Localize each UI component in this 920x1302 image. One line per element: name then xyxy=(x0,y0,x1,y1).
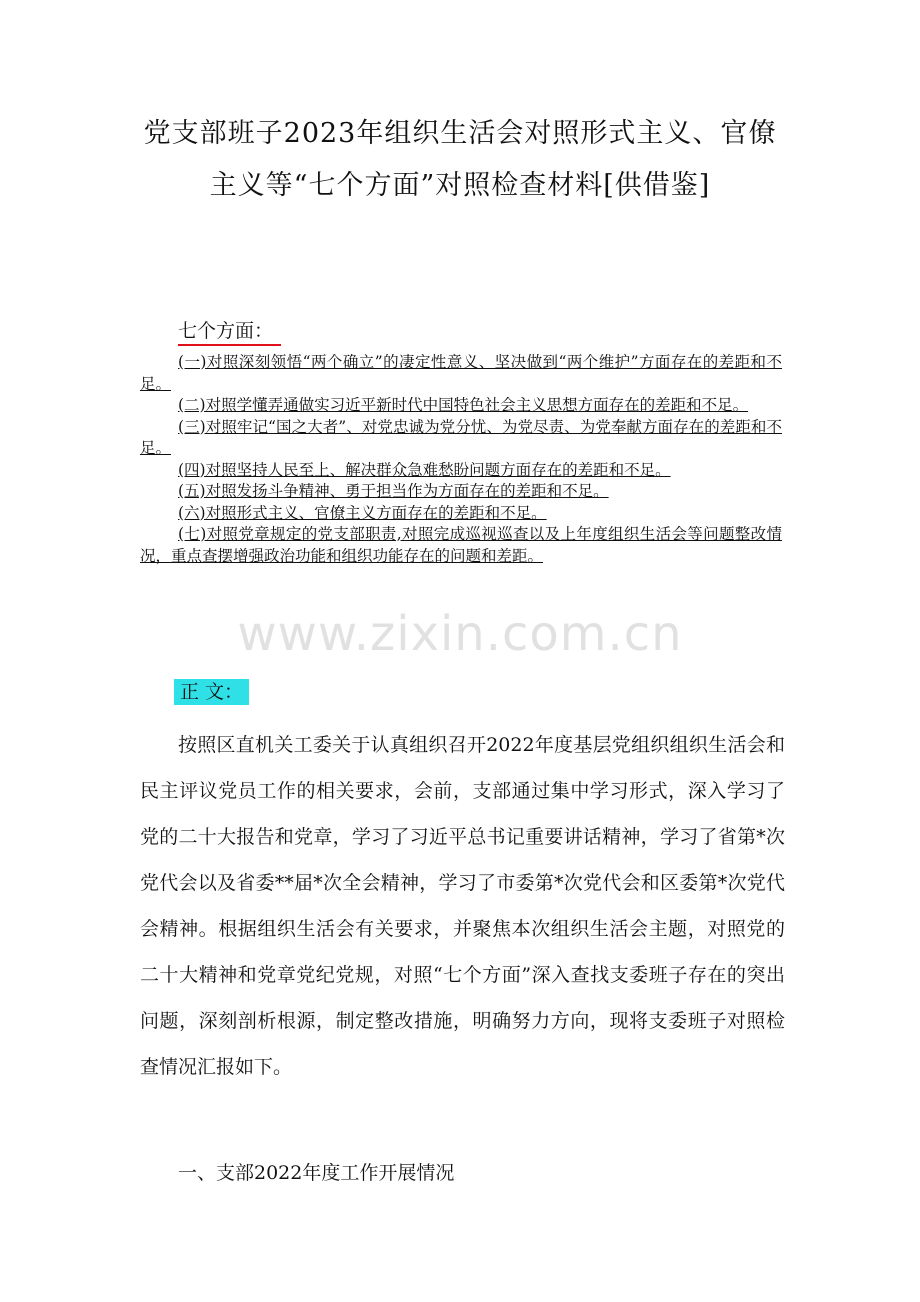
aspect-item: (一)对照深刻领悟“两个确立”的凄定性意义、坚决做到“两个维护”方面存在的差距和不足。 xyxy=(140,353,782,393)
seven-aspects-list xyxy=(140,352,782,567)
aspect-item: (七)对照党章规定的党支部职责,对照完成巡视巡查以及上年度组织生活会等问题整改情况，重点查摆增强政治功能和组织功能存在的问题和差距。 xyxy=(140,525,782,565)
aspect-item: (三)对照牢记“国之大者”、对党忠诚为党分忧、为党尽责、为党奉献方面存在的差距和不足。 xyxy=(140,417,782,457)
document-title-line-2: 主义等“七个方面”对照检查材料[供借鉴] xyxy=(209,170,711,201)
aspect-item: (四)对照坚持人民至上、解决群众急难愁盼问题方面存在的差距和不足。 xyxy=(178,460,671,479)
aspect-item: (六)对照形式主义、官僚主义方面存在的差距和不足。 xyxy=(178,503,547,522)
body-paragraph: 按照区直机关工委关于认真组织召开2022年度基层党组织组织生活会和民主评议党员工作的相关要求，会前，支部通过集中学习形式，深入学习了党的二十大报告和党章，学习了习近平总书记重要讲话精神，学习了省第*次党代会以及省委**届*次全会精神，学习了市委第*次党代会和区委第*次党代会精神。根据组织生活会有关要求，并聚焦本次组织生活会主题，对照党的二十大精神和党章党纪党规，对照“七个方面”深入查找支委班子存在的突出问题，深刻剖析根源，制定整改措施，明确努力方向，现将支委班子对照检查情况汇报如下。 xyxy=(140,734,785,1078)
seven-aspects-label: 七个方面： xyxy=(178,318,281,346)
aspect-item: (五)对照发扬斗争精神、勇于担当作为方面存在的差距和不足。 xyxy=(178,482,609,500)
aspect-item: (二)对照学懂弄通做实习近平新时代中国特色社会主义思想方面存在的差距和不足。 xyxy=(178,396,749,414)
document-title-line-1: 党支部班子2023年组织生活会对照形式主义、官僚 xyxy=(143,118,777,149)
watermark: www.zixin.com.cn xyxy=(237,606,683,662)
body-label: 正 文： xyxy=(174,679,249,705)
body-text xyxy=(140,722,785,1090)
section-heading: 一、支部2022年度工作开展情况 xyxy=(178,1162,455,1184)
